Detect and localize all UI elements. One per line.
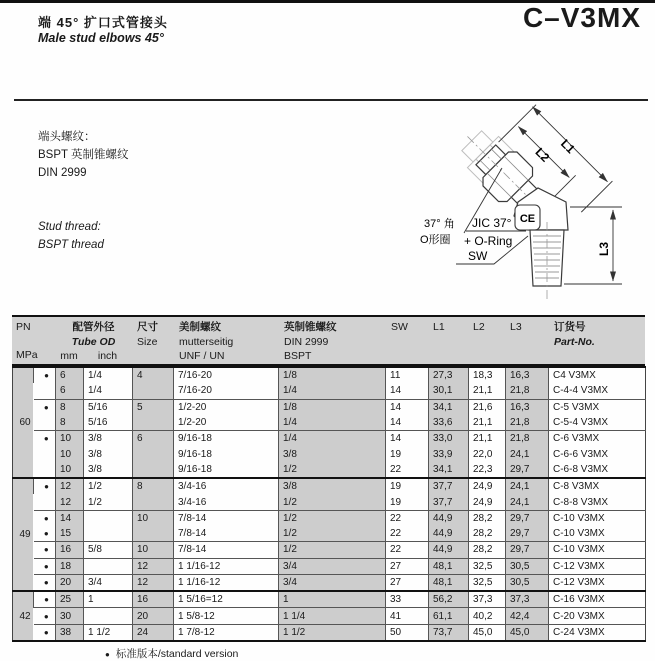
- sw-cell: 22: [386, 510, 429, 526]
- l2-cell: 28,2: [469, 526, 506, 542]
- l1-cell: 61,1: [429, 608, 469, 624]
- l3-cell: 42,4: [506, 608, 549, 624]
- l3-cell: 24,1: [506, 494, 549, 510]
- size-cell: 5: [133, 399, 174, 415]
- part-no-cell: C-6 V3MX: [549, 431, 646, 447]
- header-divider-rule: [14, 99, 648, 101]
- mm-cell: 18: [56, 558, 84, 574]
- dimension-l3: [564, 207, 622, 284]
- footnote-bullet: ●: [105, 650, 110, 659]
- bspt-thread-cell: 1: [279, 591, 386, 608]
- part-no-cell: C4 V3MX: [549, 367, 646, 383]
- sw-cell: 27: [386, 558, 429, 574]
- size-cell: 24: [133, 624, 174, 641]
- bullet-cell: ●: [34, 510, 56, 526]
- table-row: [13, 446, 646, 461]
- l3-cell: 24,1: [506, 478, 549, 494]
- bullet-cell: ●: [34, 624, 56, 641]
- l1-cell: 56,2: [429, 591, 469, 608]
- pn-cell: 42: [13, 591, 34, 641]
- l2-cell: 28,2: [469, 542, 506, 558]
- header-col-size: [132, 317, 173, 364]
- mm-cell: 12: [56, 494, 84, 510]
- l2-cell: 21,1: [469, 383, 506, 399]
- part-no-cell: C-5-4 V3MX: [549, 415, 646, 431]
- table-row: [13, 462, 646, 478]
- part-no-cell: C-8 V3MX: [549, 478, 646, 494]
- l2-cell: 21,1: [469, 415, 506, 431]
- table-row: [13, 367, 646, 383]
- l3-cell: 29,7: [506, 510, 549, 526]
- size-cell: 6: [133, 431, 174, 447]
- l1-cell: 34,1: [429, 399, 469, 415]
- l2-cell: 21,6: [469, 399, 506, 415]
- thread-description-en: [38, 218, 104, 254]
- l3-cell: 21,8: [506, 383, 549, 399]
- bullet-cell: [34, 383, 56, 399]
- inch-cell: 5/16: [84, 415, 133, 431]
- page-title-zh: 端 45° 扩口式管接头: [38, 15, 168, 30]
- sw-cell: 41: [386, 608, 429, 624]
- header-bspt-din: DIN 2999: [284, 335, 329, 348]
- product-code: C–V3MX: [522, 2, 641, 33]
- desc-line: 端头螺纹：: [38, 131, 96, 143]
- mm-cell: 8: [56, 415, 84, 431]
- bspt-thread-cell: 3/8: [279, 446, 386, 461]
- sw-cell: 19: [386, 478, 429, 494]
- unf-thread-cell: 9/16-18: [174, 431, 279, 447]
- table-row: [13, 526, 646, 542]
- mm-cell: 8: [56, 399, 84, 415]
- desc-line: BSPT thread: [38, 239, 104, 251]
- unf-thread-cell: 3/4-16: [174, 494, 279, 510]
- spec-table-header: [12, 315, 645, 366]
- page-title-en: Male stud elbows 45°: [38, 31, 164, 45]
- pn-cell: 49: [13, 478, 34, 591]
- header-col-l1: [428, 317, 468, 364]
- l1-cell: 34,1: [429, 462, 469, 478]
- size-cell: [133, 415, 174, 431]
- l2-cell: 32,5: [469, 574, 506, 591]
- l2-cell: 45,0: [469, 624, 506, 641]
- part-no-cell: C-6-6 V3MX: [549, 446, 646, 461]
- inch-cell: [84, 608, 133, 624]
- dim-label-l1: L1: [557, 136, 578, 157]
- mm-cell: 15: [56, 526, 84, 542]
- header-unf-de: mutterseitig: [179, 335, 234, 348]
- table-row: [13, 542, 646, 558]
- bullet-cell: [34, 494, 56, 510]
- unf-thread-cell: 9/16-18: [174, 462, 279, 478]
- size-cell: 12: [133, 558, 174, 574]
- bspt-thread-cell: 1/2: [279, 526, 386, 542]
- unf-thread-cell: 7/16-20: [174, 367, 279, 383]
- inch-cell: 1/4: [84, 383, 133, 399]
- desc-line: BSPT 英制锥螺纹: [38, 149, 129, 161]
- l2-cell: 32,5: [469, 558, 506, 574]
- header-tube-zh: 配管外径: [72, 321, 115, 333]
- angle-label-zh: 37° 角: [424, 218, 455, 230]
- size-cell: [133, 526, 174, 542]
- bspt-thread-cell: 1/4: [279, 431, 386, 447]
- unf-thread-cell: 7/16-20: [174, 383, 279, 399]
- header-col-l3: [505, 317, 548, 364]
- l1-cell: 33,6: [429, 415, 469, 431]
- inch-cell: 3/8: [84, 462, 133, 478]
- header-size-zh: 尺寸: [137, 321, 158, 333]
- bullet-cell: ●: [34, 591, 56, 608]
- l2-cell: 21,1: [469, 431, 506, 447]
- unf-thread-cell: 1/2-20: [174, 415, 279, 431]
- bullet-cell: ●: [43, 529, 49, 539]
- sw-label: SW: [468, 249, 488, 263]
- header-bspt-en: BSPT: [284, 350, 312, 362]
- size-cell: 10: [133, 510, 174, 526]
- standard-version-footnote: [105, 646, 238, 661]
- header-part-zh: 订货号: [554, 321, 586, 333]
- mm-cell: 30: [56, 608, 84, 624]
- mm-cell: 25: [56, 591, 84, 608]
- bspt-thread-cell: 1/2: [279, 542, 386, 558]
- bspt-thread-cell: 1/4: [279, 415, 386, 431]
- part-no-cell: C-6-8 V3MX: [549, 462, 646, 478]
- header-size-en: Size: [137, 335, 158, 348]
- table-row: [13, 608, 646, 624]
- part-no-cell: C-12 V3MX: [549, 574, 646, 591]
- sw-cell: 19: [386, 446, 429, 461]
- mm-cell: 6: [56, 367, 84, 383]
- l1-cell: 44,9: [429, 526, 469, 542]
- mm-cell: 10: [56, 431, 84, 447]
- sw-cell: 19: [386, 494, 429, 510]
- l1-cell: 44,9: [429, 510, 469, 526]
- header-col-tube-od: [55, 317, 132, 364]
- dim-label-l3: L3: [597, 241, 611, 257]
- header-sw: SW: [391, 321, 408, 333]
- bullet-cell: ●: [34, 542, 56, 558]
- inch-cell: 1/2: [84, 478, 133, 494]
- bspt-thread-cell: 1 1/4: [279, 608, 386, 624]
- l1-cell: 27,3: [429, 367, 469, 383]
- l1-cell: 73,7: [429, 624, 469, 641]
- header-mpa: MPa: [16, 348, 38, 361]
- l1-cell: 30,1: [429, 383, 469, 399]
- part-no-cell: C-10 V3MX: [549, 526, 646, 542]
- table-row: [13, 383, 646, 399]
- sw-cell: 50: [386, 624, 429, 641]
- unf-thread-cell: 7/8-14: [174, 510, 279, 526]
- sw-cell: 14: [386, 431, 429, 447]
- unf-thread-cell: 1/2-20: [174, 399, 279, 415]
- header-l3: L3: [510, 321, 522, 333]
- unf-thread-cell: 9/16-18: [174, 446, 279, 461]
- inch-cell: 1 1/2: [84, 624, 133, 641]
- header-mm: mm: [60, 350, 78, 362]
- bullet-cell: [34, 462, 56, 478]
- inch-cell: 3/8: [84, 446, 133, 461]
- l2-cell: 28,2: [469, 510, 506, 526]
- bspt-thread-cell: 1/8: [279, 399, 386, 415]
- l2-cell: 40,2: [469, 608, 506, 624]
- header-part-en: Part-No.: [554, 335, 595, 348]
- unf-thread-cell: 1 5/8-12: [174, 608, 279, 624]
- sw-cell: 14: [386, 415, 429, 431]
- size-cell: [133, 446, 174, 461]
- dim-label-l2: L2: [532, 144, 553, 165]
- table-row: [13, 574, 646, 591]
- bspt-thread-cell: 1/2: [279, 510, 386, 526]
- sw-cell: 11: [386, 367, 429, 383]
- part-no-cell: C-16 V3MX: [549, 591, 646, 608]
- mm-cell: 12: [56, 478, 84, 494]
- header-unf-en: UNF / UN: [179, 350, 225, 362]
- sw-cell: 33: [386, 591, 429, 608]
- size-cell: [133, 383, 174, 399]
- l2-cell: 22,3: [469, 462, 506, 478]
- inch-cell: 3/8: [84, 431, 133, 447]
- mm-cell: 10: [56, 462, 84, 478]
- table-row: [13, 624, 646, 641]
- bspt-thread-cell: 3/4: [279, 574, 386, 591]
- inch-cell: [84, 526, 133, 542]
- l3-cell: 29,7: [506, 542, 549, 558]
- size-cell: 10: [133, 542, 174, 558]
- inch-cell: 3/4: [84, 574, 133, 591]
- l1-cell: 37,7: [429, 478, 469, 494]
- unf-thread-cell: 1 1/16-12: [174, 558, 279, 574]
- header-col-sw: [385, 317, 428, 364]
- l3-cell: 29,7: [506, 462, 549, 478]
- bullet-cell: ●: [34, 574, 56, 591]
- size-cell: 8: [133, 478, 174, 494]
- header-pn: PN: [16, 321, 31, 333]
- bullet-cell: [34, 415, 56, 431]
- l2-cell: 18,3: [469, 367, 506, 383]
- table-row: [13, 591, 646, 608]
- size-cell: 20: [133, 608, 174, 624]
- sw-cell: 14: [386, 383, 429, 399]
- table-row: [13, 510, 646, 526]
- bullet-cell: ●: [34, 399, 56, 415]
- l3-cell: 21,8: [506, 431, 549, 447]
- mm-cell: 20: [56, 574, 84, 591]
- part-no-cell: C-12 V3MX: [549, 558, 646, 574]
- l2-cell: 22,0: [469, 446, 506, 461]
- part-no-cell: C-10 V3MX: [549, 510, 646, 526]
- unf-thread-cell: 7/8-14: [174, 526, 279, 542]
- table-row: [13, 415, 646, 431]
- inch-cell: 1/2: [84, 494, 133, 510]
- l2-cell: 24,9: [469, 478, 506, 494]
- angle-label-en: JIC 37°: [472, 216, 512, 230]
- mm-cell: 38: [56, 624, 84, 641]
- table-row: [13, 478, 646, 494]
- size-cell: [133, 494, 174, 510]
- bspt-thread-cell: 1 1/2: [279, 624, 386, 641]
- fitting-technical-drawing: [398, 102, 655, 312]
- mm-cell: 14: [56, 510, 84, 526]
- unf-thread-cell: 7/8-14: [174, 542, 279, 558]
- unf-thread-cell: 1 1/16-12: [174, 574, 279, 591]
- l3-cell: 30,5: [506, 558, 549, 574]
- ce-stamp-label: CE: [519, 213, 536, 225]
- oring-label-en: + O-Ring: [464, 234, 513, 248]
- header-bspt-zh: 英制锥螺纹: [284, 321, 337, 333]
- bullet-cell: ●: [34, 478, 56, 494]
- size-cell: [133, 462, 174, 478]
- part-no-cell: C-24 V3MX: [549, 624, 646, 641]
- mm-cell: 6: [56, 383, 84, 399]
- l3-cell: 37,3: [506, 591, 549, 608]
- mm-cell: 16: [56, 542, 84, 558]
- bspt-thread-cell: 1/8: [279, 367, 386, 383]
- l1-cell: 37,7: [429, 494, 469, 510]
- bspt-thread-cell: 3/8: [279, 478, 386, 494]
- inch-cell: [84, 558, 133, 574]
- table-row: [13, 399, 646, 415]
- header-col-part-no: [548, 317, 645, 364]
- l1-cell: 44,9: [429, 542, 469, 558]
- sw-cell: 27: [386, 574, 429, 591]
- bspt-thread-cell: 1/2: [279, 462, 386, 478]
- part-no-cell: C-4-4 V3MX: [549, 383, 646, 399]
- thread-description-zh: [38, 128, 129, 182]
- bullet-cell: ●: [34, 431, 56, 447]
- desc-line: Stud thread:: [38, 221, 101, 233]
- spec-table: [12, 366, 646, 642]
- sw-cell: 22: [386, 526, 429, 542]
- l1-cell: 48,1: [429, 558, 469, 574]
- l3-cell: 45,0: [506, 624, 549, 641]
- l2-cell: 37,3: [469, 591, 506, 608]
- inch-cell: 1: [84, 591, 133, 608]
- l1-cell: 33,0: [429, 431, 469, 447]
- header-l1: L1: [433, 321, 445, 333]
- bullet-cell: ●: [34, 367, 56, 383]
- l3-cell: 29,7: [506, 526, 549, 542]
- spec-table-body: [13, 367, 646, 641]
- header-col-unf: [173, 317, 278, 364]
- l3-cell: 16,3: [506, 367, 549, 383]
- size-cell: 12: [133, 574, 174, 591]
- header-col-l2: [468, 317, 505, 364]
- l3-cell: 16,3: [506, 399, 549, 415]
- table-row: [13, 431, 646, 447]
- oring-label-zh: O形圈: [420, 234, 451, 246]
- header-inch: inch: [97, 350, 118, 362]
- bullet-cell: [34, 446, 56, 461]
- inch-cell: [84, 510, 133, 526]
- l3-cell: 30,5: [506, 574, 549, 591]
- bullet-cell: ●: [34, 558, 56, 574]
- unf-thread-cell: 1 7/8-12: [174, 624, 279, 641]
- header-tube-en: Tube OD: [71, 335, 116, 348]
- footnote-text: 标准版本/standard version: [115, 648, 239, 660]
- sw-cell: 22: [386, 462, 429, 478]
- part-no-cell: C-5 V3MX: [549, 399, 646, 415]
- desc-line: DIN 2999: [38, 167, 87, 179]
- inch-cell: 5/8: [84, 542, 133, 558]
- l1-cell: 48,1: [429, 574, 469, 591]
- l2-cell: 24,9: [469, 494, 506, 510]
- bspt-thread-cell: 3/4: [279, 558, 386, 574]
- table-row: [13, 558, 646, 574]
- header-l2: L2: [473, 321, 485, 333]
- size-cell: 4: [133, 367, 174, 383]
- part-no-cell: C-10 V3MX: [549, 542, 646, 558]
- part-no-cell: C-8-8 V3MX: [549, 494, 646, 510]
- l3-cell: 24,1: [506, 446, 549, 461]
- sw-cell: 14: [386, 399, 429, 415]
- pn-cell: 60: [13, 367, 34, 478]
- l1-cell: 33,9: [429, 446, 469, 461]
- table-row: [13, 494, 646, 510]
- bullet-cell: ●: [34, 608, 56, 624]
- sw-cell: 22: [386, 542, 429, 558]
- bspt-thread-cell: 1/4: [279, 383, 386, 399]
- unf-thread-cell: 1 5/16=12: [174, 591, 279, 608]
- l3-cell: 21,8: [506, 415, 549, 431]
- part-no-cell: C-20 V3MX: [549, 608, 646, 624]
- header-unf-zh: 美制螺纹: [179, 321, 221, 333]
- header-col-bspt: [278, 317, 385, 364]
- size-cell: 16: [133, 591, 174, 608]
- unf-thread-cell: 3/4-16: [174, 478, 279, 494]
- elbow-drawing-svg: [398, 102, 655, 307]
- inch-cell: 1/4: [84, 367, 133, 383]
- bspt-thread-cell: 1/2: [279, 494, 386, 510]
- header-col-pn: [12, 317, 55, 364]
- mm-cell: 10: [56, 446, 84, 461]
- inch-cell: 5/16: [84, 399, 133, 415]
